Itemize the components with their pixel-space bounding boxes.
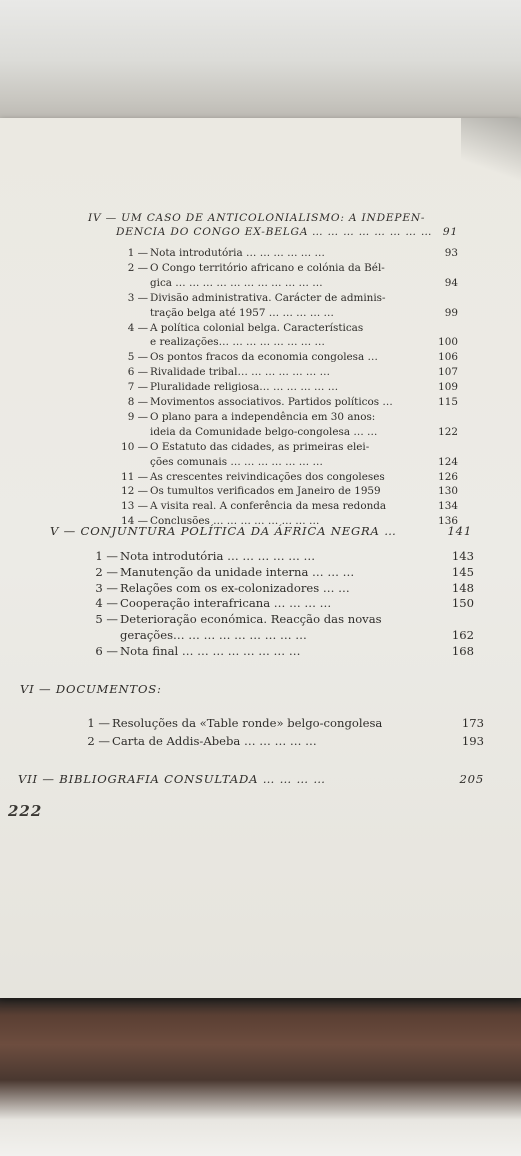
toc-entry-row <box>0 321 521 335</box>
toc-entry-row <box>0 612 521 626</box>
toc-entry-number: 4 — <box>95 596 118 611</box>
toc-entry-text: A política colonial belga. Características <box>150 321 364 334</box>
toc-entry-number: 5 — <box>95 612 118 627</box>
toc-entry-page: 124 <box>438 455 458 468</box>
section-iv-title-text2: DENCIA DO CONGO EX-BELGA <box>116 226 309 238</box>
toc-entry-page: 130 <box>438 485 458 498</box>
toc-entry-text: Nota introdutória … … … … … … <box>120 549 316 563</box>
toc-entry-row <box>0 596 521 610</box>
toc-entry-text: Carta de Addis-Abeba … … … … … <box>112 734 317 748</box>
toc-entry-text: Rivalidade tribal… … … … … … … <box>150 366 330 379</box>
toc-entry-page: 115 <box>438 396 458 408</box>
section-vii-title: VII — BIBLIOGRAFIA CONSULTADA … … … … <box>18 772 326 786</box>
section-v-title: V — CONJUNTURA POLÍTICA DA ÁFRICA NEGRA … <box>50 524 397 538</box>
toc-entry-text: gerações… … … … … … … … … <box>120 628 307 642</box>
toc-entry-text: O Congo território africano e colónia da Bél- <box>150 261 385 274</box>
toc-entry-page: 126 <box>438 470 458 483</box>
toc-entry-row <box>0 380 521 394</box>
section-v-page: 141 <box>447 524 472 538</box>
toc-entry-text: A visita real. A conferência da mesa redonda <box>150 500 387 513</box>
toc-entry-text: Os tumultos verificados em Janeiro de 1959 <box>150 485 381 498</box>
toc-entry-number: 6 — <box>127 366 148 379</box>
toc-entry-row <box>0 291 521 305</box>
toc-entry-row <box>0 628 521 642</box>
toc-entry-text: Deterioração económica. Reacção das novas <box>120 612 382 627</box>
toc-entry-number: 1 — <box>127 247 148 259</box>
toc-entry-row <box>0 410 521 424</box>
toc-entry-row <box>0 440 521 454</box>
toc-entry-text: O plano para a independência em 30 anos: <box>150 410 376 423</box>
toc-entry-row <box>0 261 521 275</box>
toc-entry-page: 106 <box>438 351 458 364</box>
toc-entry-number: 1 — <box>95 549 118 563</box>
section-iv-page: 91 <box>442 226 458 238</box>
toc-entry-number: 12 — <box>121 485 148 498</box>
toc-entry-number: 14 — <box>121 515 148 528</box>
section-iv-title-text: IV — UM CASO DE ANTICOLONIALISMO: A INDEPEN- <box>88 212 426 224</box>
section-vi-title: VI — DOCUMENTOS: <box>20 682 162 696</box>
toc-entry-text: Manutenção da unidade interna … … … <box>120 564 355 579</box>
toc-entry-text: e realizações… … … … … … … … <box>150 336 325 349</box>
toc-entry-row <box>0 335 521 349</box>
toc-entry-page: 100 <box>438 336 458 349</box>
toc-entry-page: 148 <box>451 580 474 595</box>
toc-entry-number: 3 — <box>95 580 118 595</box>
toc-entry-text: O Estatuto das cidades, as primeiras elei- <box>150 440 370 453</box>
toc-entry-page: 109 <box>438 381 458 394</box>
toc-entry-text: Relações com os ex-colonizadores … … <box>120 580 350 595</box>
toc-entry-row <box>0 246 521 260</box>
toc-entry-number: 5 — <box>127 351 148 364</box>
toc-entry-page: 94 <box>444 276 458 289</box>
toc-entry-page: 143 <box>451 549 474 563</box>
toc-entry-page: 134 <box>438 500 458 513</box>
toc-entry-page: 136 <box>438 515 458 528</box>
toc-entry-row <box>0 581 521 595</box>
toc-entry-row <box>0 734 521 748</box>
toc-entry-number: 9 — <box>127 410 148 423</box>
toc-entry-text: Divisão administrativa. Carácter de adminis- <box>150 291 386 304</box>
toc-entry-number: 2 — <box>87 734 110 748</box>
section-vii-page: 205 <box>459 772 484 786</box>
toc-entry-page: 162 <box>451 628 474 642</box>
section-iv-title-line1 <box>0 211 521 225</box>
toc-entry-number: 2 — <box>95 564 118 579</box>
toc-entry-row <box>0 365 521 379</box>
section-vii-title-row <box>0 772 521 786</box>
toc-entry-row <box>0 499 521 513</box>
toc-entry-number: 1 — <box>87 716 110 730</box>
toc-entry-row <box>0 565 521 579</box>
toc-entry-text: Resoluções da «Table ronde» belgo-congolesa <box>112 716 383 730</box>
toc-entry-text: Cooperação interafricana … … … … <box>120 596 332 611</box>
toc-entry-text: Nota introdutória … … … … … … <box>150 247 325 259</box>
toc-entry-page: 107 <box>438 366 458 379</box>
section-v-title-row <box>0 524 521 538</box>
toc-entry-row <box>0 549 521 563</box>
toc-entry-text: Pluralidade religiosa… … … … … … <box>150 381 339 394</box>
toc-entry-page: 193 <box>461 734 484 748</box>
toc-entry-number: 3 — <box>127 291 148 304</box>
toc-entry-text: Conclusões … … … … … … … … <box>150 515 320 528</box>
toc-entry-number: 4 — <box>127 321 148 334</box>
toc-entry-number: 10 — <box>121 440 148 453</box>
toc-entry-page: 168 <box>451 643 474 658</box>
section-iv-title-line2 <box>0 225 521 239</box>
toc-entry-number: 11 — <box>121 470 148 483</box>
toc-entry-text: gica … … … … … … … … … … … <box>150 276 323 289</box>
toc-entry-number: 6 — <box>95 643 118 658</box>
toc-entry-row <box>0 716 521 730</box>
toc-entry-number: 2 — <box>127 261 148 274</box>
toc-entry-row <box>0 644 521 658</box>
section-iv-dots: … … … … … … … … <box>312 226 433 238</box>
toc-entry-page: 145 <box>451 564 474 579</box>
page-number: 222 <box>8 802 43 820</box>
toc-entry-row <box>0 470 521 484</box>
toc-entry-page: 173 <box>461 716 484 730</box>
toc-entry-number: 8 — <box>127 396 148 408</box>
toc-entry-text: Nota final … … … … … … … … <box>120 643 301 658</box>
toc-entry-page: 150 <box>451 596 474 611</box>
toc-entry-page: 122 <box>438 425 458 438</box>
toc-entry-text: ideia da Comunidade belgo-congolesa … … <box>150 425 378 438</box>
toc-entry-page: 99 <box>444 306 458 319</box>
page-curl-shadow <box>461 118 521 188</box>
section-vi-title-row <box>0 682 521 696</box>
toc-entry-text: As crescentes reivindicações dos congoleses <box>150 470 385 483</box>
toc-entry-row <box>0 484 521 498</box>
toc-entry-text: Os pontos fracos da economia congolesa … <box>150 351 378 364</box>
toc-entry-row <box>0 395 521 409</box>
toc-entry-number: 13 — <box>121 500 148 513</box>
toc-entry-text: Movimentos associativos. Partidos políticos … <box>150 396 393 408</box>
toc-entry-row <box>0 306 521 320</box>
toc-entry-row <box>0 455 521 469</box>
toc-entry-page: 93 <box>444 247 458 259</box>
toc-entry-row <box>0 350 521 364</box>
toc-entry-text: tração belga até 1957 … … … … … <box>150 306 334 319</box>
toc-entry-text: ções comunais … … … … … … … <box>150 455 323 468</box>
toc-entry-number: 7 — <box>127 381 148 394</box>
toc-entry-row <box>0 276 521 290</box>
toc-entry-row <box>0 425 521 439</box>
